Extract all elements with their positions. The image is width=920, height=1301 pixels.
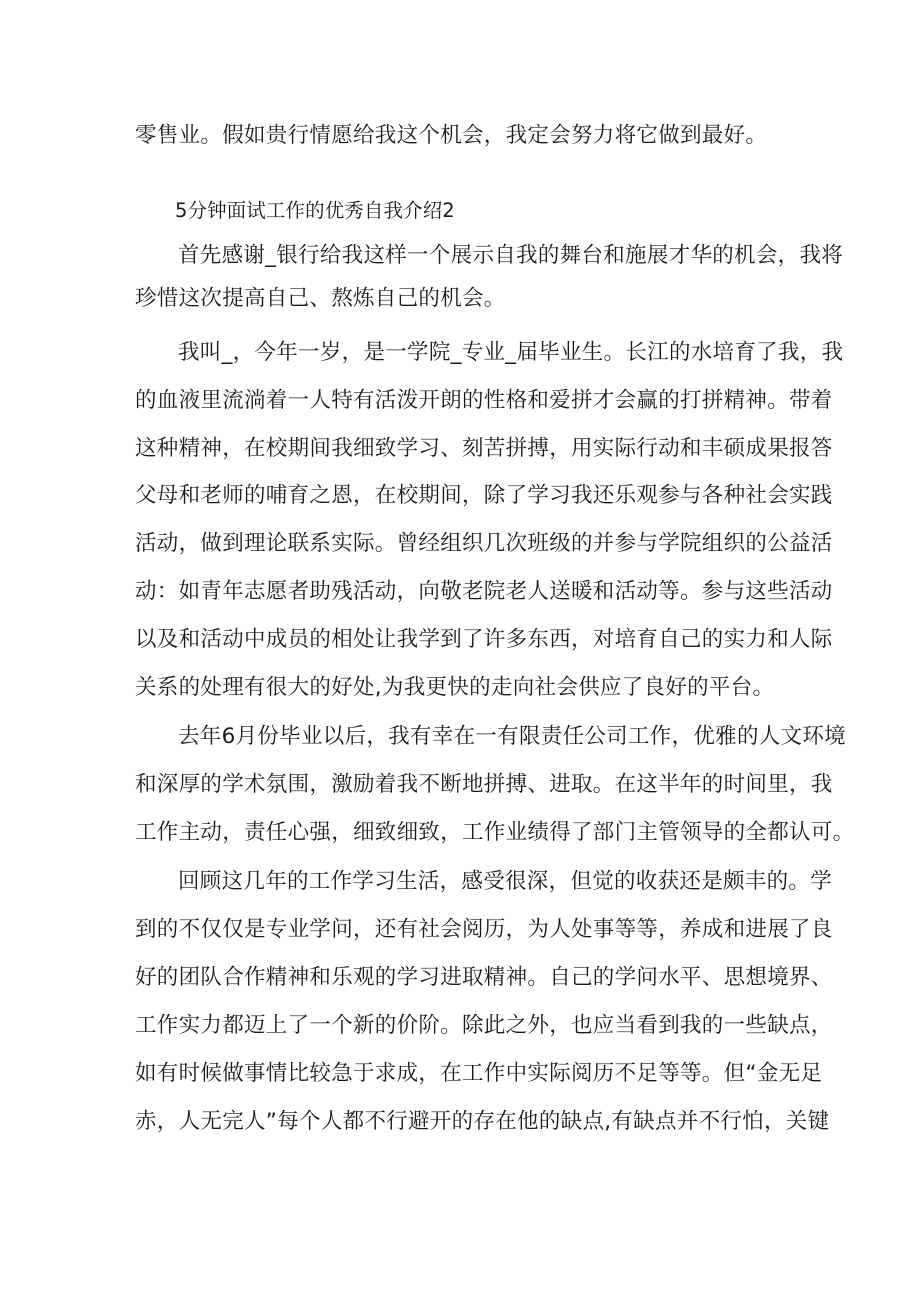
- section-heading: 5分钟面试工作的优秀自我介绍2: [175, 199, 455, 222]
- paragraph-line: 到的不仅仅是专业学问，还有社会阅历，为人处事等等，养成和进展了良: [135, 917, 833, 942]
- paragraph-line: 的血液里流淌着一人特有活泼开朗的性格和爱拼才会赢的打拼精神。带着: [135, 388, 833, 413]
- paragraph-line: 关系的处理有很大的好处,为我更快的走向社会供应了良好的平台。: [135, 675, 775, 700]
- paragraph-line: 赤，人无完人”每个人都不行避开的存在他的缺点,有缺点并不行怕，关键: [135, 1109, 830, 1134]
- paragraph-line: 以及和活动中成员的相处让我学到了许多东西，对培育自己的实力和人际: [135, 627, 833, 652]
- paragraph-line: 如有时候做事情比较急于求成，在工作中实际阅历不足等等。但“金无足: [135, 1061, 823, 1086]
- paragraph-line: 动：如青年志愿者助残活动，向敬老院老人送暖和活动等。参与这些活动: [135, 579, 833, 604]
- paragraph-line: 回顾这几年的工作学习生活，感受很深，但觉的收获还是颇丰的。学: [178, 869, 833, 894]
- paragraph-line: 和深厚的学术氛围，激励着我不断地拼搏、进取。在这半年的时间里，我: [135, 772, 833, 797]
- paragraph-line: 去年6月份毕业以后，我有幸在一有限责任公司工作，优雅的人文环境: [178, 724, 846, 749]
- paragraph-line: 首先感谢_银行给我这样一个展示自我的舞台和施展才华的机会，我将: [178, 243, 844, 268]
- paragraph-line: 这种精神，在校期间我细致学习、刻苦拼搏，用实际行动和丰硕成果报答: [135, 436, 833, 461]
- paragraph-line: 零售业。假如贵行情愿给我这个机会，我定会努力将它做到最好。: [135, 123, 768, 148]
- paragraph-line: 珍惜这次提高自己、熬炼自己的机会。: [135, 286, 506, 311]
- paragraph-line: 父母和老师的哺育之恩，在校期间，除了学习我还乐观参与各种社会实践: [135, 483, 833, 508]
- paragraph-line: 工作实力都迈上了一个新的价阶。除此之外，也应当看到我的一些缺点，: [135, 1013, 833, 1038]
- paragraph-line: 活动，做到理论联系实际。曾经组织几次班级的并参与学院组织的公益活: [135, 531, 833, 556]
- paragraph-line: 工作主动，责任心强，细致细致，工作业绩得了部门主管领导的全都认可。: [135, 820, 855, 845]
- paragraph-line: 好的团队合作精神和乐观的学习进取精神。自己的学问水平、思想境界、: [135, 965, 833, 990]
- paragraph-line: 我叫_，今年一岁，是一学院_专业_届毕业生。长江的水培育了我，我: [178, 340, 844, 365]
